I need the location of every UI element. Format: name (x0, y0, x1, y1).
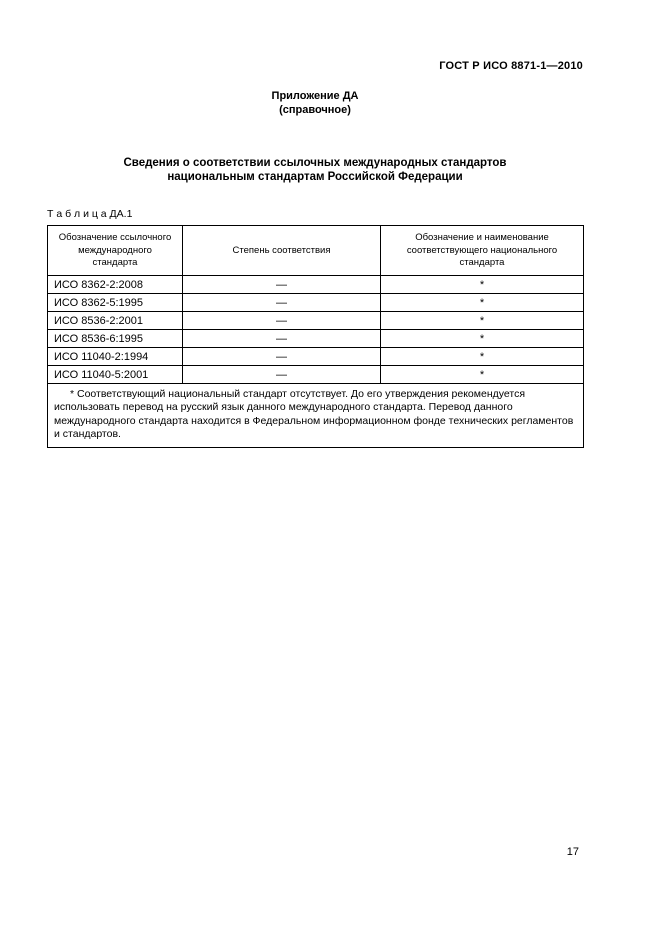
degree-cell: — (183, 294, 381, 312)
degree-cell: — (183, 276, 381, 294)
table-row (48, 366, 584, 384)
col-header-national-standard: Обозначение и наименование соответствующего национального стандарта (381, 226, 584, 276)
table-header-row (48, 226, 584, 276)
national-cell: * (381, 312, 584, 330)
table-caption: Т а б л и ц а ДА.1 (47, 208, 133, 221)
national-cell: * (381, 276, 584, 294)
section-title-line1: Сведения о соответствии ссылочных международных стандартов (123, 156, 507, 169)
national-cell: * (381, 366, 584, 384)
page-content (47, 60, 583, 448)
annex-heading (47, 90, 583, 118)
standard-cell: ИСО 11040-5:2001 (48, 366, 183, 384)
degree-cell: — (183, 330, 381, 348)
degree-cell: — (183, 348, 381, 366)
degree-cell: — (183, 312, 381, 330)
table-footnote-row (48, 384, 584, 448)
col-header-degree: Степень соответствия (183, 226, 381, 276)
footnote-cell (48, 384, 584, 448)
table-row (48, 348, 584, 366)
correspondence-table (47, 225, 584, 448)
national-cell: * (381, 294, 584, 312)
national-cell: * (381, 330, 584, 348)
standard-cell: ИСО 8536-6:1995 (48, 330, 183, 348)
standard-cell: ИСО 8362-2:2008 (48, 276, 183, 294)
standard-cell: ИСО 11040-2:1994 (48, 348, 183, 366)
degree-cell: — (183, 366, 381, 384)
page-number: 17 (566, 846, 579, 858)
annex-subtitle: (справочное) (279, 103, 351, 116)
standard-cell: ИСО 8362-5:1995 (48, 294, 183, 312)
table-row (48, 312, 584, 330)
document-code: ГОСТ Р ИСО 8871-1—2010 (439, 60, 583, 72)
table-row (48, 276, 584, 294)
section-title-line2: национальным стандартам Российской Федерации (167, 170, 463, 183)
standard-cell: ИСО 8536-2:2001 (48, 312, 183, 330)
national-cell: * (381, 348, 584, 366)
footnote-text: * Соответствующий национальный стандарт отсутствует. До его утверждения рекомендуется использовать перевод на русский язык данного международного стандарта. Перевод данного международного стандарта находится в Федеральном информационном фонде технических регламентов и стандартов. (54, 388, 574, 440)
table-row (48, 330, 584, 348)
section-title (47, 156, 583, 185)
annex-title: Приложение ДА (271, 90, 359, 102)
col-header-reference-standard: Обозначение ссылочного международного стандарта (48, 226, 183, 276)
table-row (48, 294, 584, 312)
